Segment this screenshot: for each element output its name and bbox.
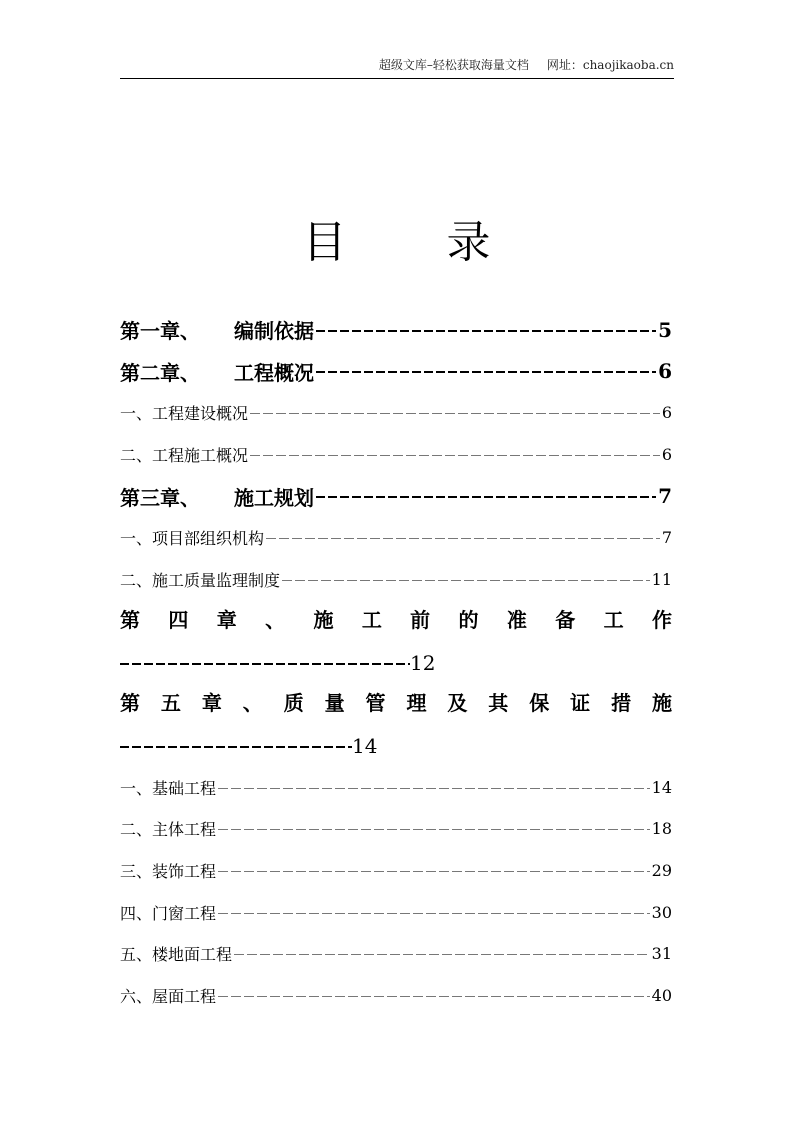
toc-entry-label: 六、屋面工程 bbox=[120, 986, 217, 1006]
chapter-number: 第三章、 bbox=[120, 485, 200, 510]
leader-dashes bbox=[316, 496, 656, 498]
title-char: 目 bbox=[302, 217, 347, 268]
toc-entry-label: 五、楼地面工程 bbox=[120, 945, 233, 965]
toc-page-number: 40 bbox=[651, 985, 672, 1005]
toc-entry-label: 二、主体工程 bbox=[120, 820, 217, 840]
toc-page-number: 6 bbox=[661, 403, 672, 423]
toc-page-number: 12 bbox=[410, 650, 436, 675]
leader-dashes bbox=[250, 413, 660, 414]
toc-entry[interactable] bbox=[120, 767, 672, 809]
page-header bbox=[120, 56, 674, 79]
toc-entry-leader-line bbox=[120, 725, 672, 767]
toc-entry-label: 一、工程建设概况 bbox=[120, 404, 249, 424]
chapter-number: 第一章、 bbox=[120, 319, 200, 344]
toc-entry[interactable] bbox=[120, 891, 672, 933]
toc-entry[interactable] bbox=[120, 808, 672, 850]
toc-entry[interactable] bbox=[120, 933, 672, 975]
leader-dashes bbox=[316, 371, 656, 373]
toc-entry[interactable] bbox=[120, 309, 672, 351]
toc-entry-label: 三、装饰工程 bbox=[120, 862, 217, 882]
toc-entry-label: 工程概况 bbox=[234, 360, 314, 385]
chapter-number: 第二章、 bbox=[120, 360, 200, 385]
leader-dashes bbox=[120, 746, 352, 748]
toc-entry[interactable] bbox=[120, 351, 672, 393]
toc-entry-label: 二、工程施工概况 bbox=[120, 446, 249, 466]
toc-entry-label: 一、项目部组织机构 bbox=[120, 529, 265, 549]
toc-page-number: 6 bbox=[661, 445, 672, 465]
leader-dashes bbox=[218, 829, 650, 830]
header-site: 超级文库–轻松获取海量文档 bbox=[378, 58, 529, 72]
toc-entry[interactable] bbox=[120, 975, 672, 1017]
toc-entry[interactable] bbox=[120, 392, 672, 434]
toc-entry-label: 二、施工质量监理制度 bbox=[120, 570, 281, 590]
toc-page-number: 7 bbox=[661, 528, 672, 548]
leader-dashes bbox=[250, 455, 660, 456]
leader-dashes bbox=[316, 330, 656, 332]
toc-page-number: 30 bbox=[651, 902, 672, 922]
toc-entry-title[interactable]: 第四章、施工前的准备工作 bbox=[120, 608, 672, 633]
leader-dashes bbox=[218, 913, 650, 914]
toc-page-number: 11 bbox=[651, 569, 672, 589]
leader-dashes bbox=[234, 954, 650, 955]
leader-dashes bbox=[218, 788, 650, 789]
leader-dashes bbox=[218, 996, 650, 997]
leader-dashes bbox=[120, 663, 410, 665]
toc-entry[interactable] bbox=[120, 475, 672, 517]
toc-entry-label: 施工规划 bbox=[234, 485, 314, 510]
toc-page-number: 7 bbox=[658, 484, 672, 509]
toc-entry-label: 四、门窗工程 bbox=[120, 903, 217, 923]
leader-dashes bbox=[218, 871, 650, 872]
toc-entry-leader-line bbox=[120, 642, 672, 684]
leader-dashes bbox=[282, 580, 650, 581]
toc-page-number: 5 bbox=[658, 317, 672, 342]
toc-page-number: 14 bbox=[651, 777, 672, 797]
title-char: 录 bbox=[446, 217, 491, 268]
toc-entry-title[interactable]: 第五章、质量管理及其保证措施 bbox=[120, 691, 672, 716]
toc-entry[interactable] bbox=[120, 434, 672, 476]
toc-entry-label: 编制依据 bbox=[234, 319, 314, 344]
toc-entry-label: 一、基础工程 bbox=[120, 778, 217, 798]
toc-entry[interactable] bbox=[120, 850, 672, 892]
toc-page-number: 14 bbox=[352, 733, 378, 758]
header-url: 网址：chaojikaoba.cn bbox=[546, 58, 674, 72]
toc-page-number: 31 bbox=[651, 944, 672, 964]
toc-entry[interactable] bbox=[120, 517, 672, 559]
leader-dashes bbox=[266, 538, 660, 539]
table-of-contents bbox=[120, 309, 672, 1016]
toc-entry[interactable] bbox=[120, 559, 672, 601]
page-title bbox=[0, 206, 793, 270]
toc-page-number: 6 bbox=[658, 359, 672, 384]
toc-page-number: 29 bbox=[651, 861, 672, 881]
toc-page-number: 18 bbox=[651, 819, 672, 839]
